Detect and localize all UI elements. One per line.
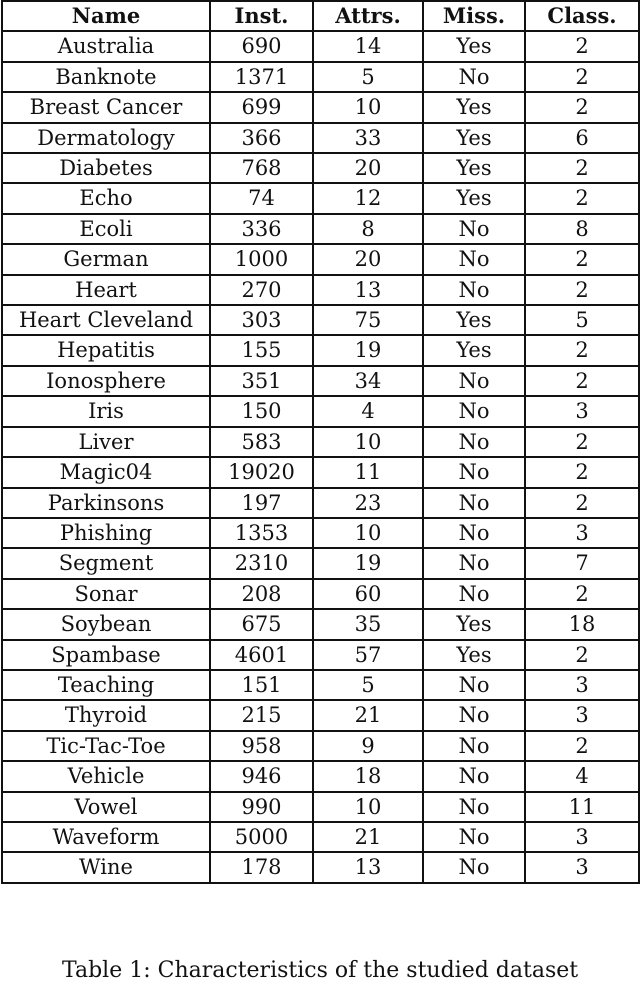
cell-attributes: 12: [313, 183, 423, 213]
table-row: [2, 822, 639, 852]
cell-name: Echo: [2, 183, 210, 213]
cell-instances: 270: [210, 275, 313, 305]
cell-classes: 3: [525, 518, 639, 548]
cell-missing: Yes: [423, 609, 525, 639]
cell-missing: No: [423, 518, 525, 548]
header-instances: Inst.: [210, 1, 313, 31]
cell-classes: 2: [525, 457, 639, 487]
cell-classes: 2: [525, 427, 639, 457]
cell-classes: 2: [525, 488, 639, 518]
cell-missing: No: [423, 427, 525, 457]
table-row: [2, 305, 639, 335]
table-row: [2, 183, 639, 213]
cell-name: Thyroid: [2, 700, 210, 730]
cell-attributes: 5: [313, 62, 423, 92]
cell-missing: No: [423, 731, 525, 761]
cell-name: Magic04: [2, 457, 210, 487]
cell-name: Ecoli: [2, 214, 210, 244]
cell-classes: 2: [525, 579, 639, 609]
cell-name: Iris: [2, 396, 210, 426]
cell-missing: Yes: [423, 335, 525, 365]
cell-classes: 2: [525, 640, 639, 670]
cell-attributes: 10: [313, 518, 423, 548]
header-name: Name: [2, 1, 210, 31]
cell-name: German: [2, 244, 210, 274]
cell-classes: 8: [525, 214, 639, 244]
cell-attributes: 60: [313, 579, 423, 609]
table-row: [2, 123, 639, 153]
cell-classes: 2: [525, 335, 639, 365]
header-missing: Miss.: [423, 1, 525, 31]
cell-classes: 2: [525, 244, 639, 274]
table-row: [2, 579, 639, 609]
cell-missing: Yes: [423, 123, 525, 153]
cell-instances: 690: [210, 31, 313, 61]
cell-missing: No: [423, 366, 525, 396]
cell-attributes: 33: [313, 123, 423, 153]
cell-name: Parkinsons: [2, 488, 210, 518]
table-row: [2, 488, 639, 518]
cell-instances: 1353: [210, 518, 313, 548]
header-attributes: Attrs.: [313, 1, 423, 31]
cell-instances: 958: [210, 731, 313, 761]
cell-attributes: 20: [313, 153, 423, 183]
cell-instances: 2310: [210, 548, 313, 578]
table-header: [2, 1, 639, 31]
header-row: [2, 1, 639, 31]
cell-name: Diabetes: [2, 153, 210, 183]
table-row: [2, 31, 639, 61]
cell-missing: No: [423, 792, 525, 822]
cell-missing: Yes: [423, 92, 525, 122]
cell-name: Segment: [2, 548, 210, 578]
table-row: [2, 761, 639, 791]
cell-classes: 2: [525, 31, 639, 61]
cell-attributes: 57: [313, 640, 423, 670]
table-row: [2, 214, 639, 244]
table-row: [2, 518, 639, 548]
cell-classes: 3: [525, 852, 639, 882]
cell-name: Wine: [2, 852, 210, 882]
cell-instances: 151: [210, 670, 313, 700]
cell-attributes: 4: [313, 396, 423, 426]
cell-attributes: 35: [313, 609, 423, 639]
cell-attributes: 13: [313, 852, 423, 882]
cell-instances: 990: [210, 792, 313, 822]
table-row: [2, 731, 639, 761]
cell-instances: 336: [210, 214, 313, 244]
cell-instances: 1371: [210, 62, 313, 92]
cell-name: Tic-Tac-Toe: [2, 731, 210, 761]
cell-attributes: 21: [313, 700, 423, 730]
cell-missing: No: [423, 488, 525, 518]
table-row: [2, 609, 639, 639]
cell-instances: 4601: [210, 640, 313, 670]
table-row: [2, 457, 639, 487]
cell-instances: 215: [210, 700, 313, 730]
cell-name: Spambase: [2, 640, 210, 670]
cell-attributes: 8: [313, 214, 423, 244]
cell-missing: No: [423, 275, 525, 305]
cell-name: Breast Cancer: [2, 92, 210, 122]
cell-classes: 3: [525, 396, 639, 426]
cell-missing: Yes: [423, 640, 525, 670]
cell-name: Waveform: [2, 822, 210, 852]
cell-name: Teaching: [2, 670, 210, 700]
cell-attributes: 10: [313, 792, 423, 822]
cell-missing: No: [423, 457, 525, 487]
cell-instances: 303: [210, 305, 313, 335]
cell-instances: 155: [210, 335, 313, 365]
cell-classes: 3: [525, 700, 639, 730]
cell-missing: No: [423, 761, 525, 791]
cell-classes: 5: [525, 305, 639, 335]
cell-attributes: 34: [313, 366, 423, 396]
cell-missing: Yes: [423, 31, 525, 61]
cell-classes: 6: [525, 123, 639, 153]
cell-missing: No: [423, 244, 525, 274]
table-row: [2, 852, 639, 882]
cell-classes: 2: [525, 62, 639, 92]
cell-instances: 74: [210, 183, 313, 213]
cell-instances: 208: [210, 579, 313, 609]
cell-instances: 366: [210, 123, 313, 153]
cell-name: Ionosphere: [2, 366, 210, 396]
table-row: [2, 396, 639, 426]
cell-instances: 699: [210, 92, 313, 122]
cell-missing: No: [423, 579, 525, 609]
cell-attributes: 20: [313, 244, 423, 274]
cell-classes: 2: [525, 153, 639, 183]
cell-name: Phishing: [2, 518, 210, 548]
cell-name: Vehicle: [2, 761, 210, 791]
cell-name: Hepatitis: [2, 335, 210, 365]
cell-instances: 178: [210, 852, 313, 882]
cell-attributes: 11: [313, 457, 423, 487]
cell-classes: 2: [525, 366, 639, 396]
cell-instances: 19020: [210, 457, 313, 487]
cell-missing: Yes: [423, 305, 525, 335]
cell-instances: 1000: [210, 244, 313, 274]
dataset-table: [1, 0, 640, 884]
cell-instances: 946: [210, 761, 313, 791]
cell-instances: 583: [210, 427, 313, 457]
cell-classes: 2: [525, 183, 639, 213]
cell-missing: No: [423, 548, 525, 578]
cell-name: Soybean: [2, 609, 210, 639]
cell-name: Dermatology: [2, 123, 210, 153]
table-row: [2, 670, 639, 700]
cell-attributes: 10: [313, 427, 423, 457]
header-classes: Class.: [525, 1, 639, 31]
cell-attributes: 9: [313, 731, 423, 761]
cell-attributes: 14: [313, 31, 423, 61]
cell-name: Vowel: [2, 792, 210, 822]
cell-missing: No: [423, 670, 525, 700]
cell-name: Heart: [2, 275, 210, 305]
cell-instances: 768: [210, 153, 313, 183]
cell-missing: No: [423, 62, 525, 92]
table-body: [2, 31, 639, 882]
cell-instances: 150: [210, 396, 313, 426]
table-row: [2, 62, 639, 92]
cell-missing: No: [423, 214, 525, 244]
cell-classes: 4: [525, 761, 639, 791]
cell-attributes: 23: [313, 488, 423, 518]
cell-classes: 3: [525, 670, 639, 700]
cell-missing: No: [423, 852, 525, 882]
cell-classes: 2: [525, 275, 639, 305]
cell-attributes: 19: [313, 548, 423, 578]
cell-name: Liver: [2, 427, 210, 457]
cell-classes: 2: [525, 731, 639, 761]
cell-missing: No: [423, 822, 525, 852]
cell-instances: 197: [210, 488, 313, 518]
cell-attributes: 10: [313, 92, 423, 122]
cell-missing: No: [423, 396, 525, 426]
cell-instances: 675: [210, 609, 313, 639]
table-row: [2, 153, 639, 183]
table-row: [2, 640, 639, 670]
cell-classes: 7: [525, 548, 639, 578]
cell-instances: 351: [210, 366, 313, 396]
cell-attributes: 75: [313, 305, 423, 335]
cell-instances: 5000: [210, 822, 313, 852]
cell-classes: 18: [525, 609, 639, 639]
cell-classes: 2: [525, 92, 639, 122]
cell-name: Australia: [2, 31, 210, 61]
table-row: [2, 427, 639, 457]
cell-attributes: 13: [313, 275, 423, 305]
cell-name: Heart Cleveland: [2, 305, 210, 335]
cell-missing: Yes: [423, 153, 525, 183]
cell-attributes: 18: [313, 761, 423, 791]
cell-missing: No: [423, 700, 525, 730]
table-row: [2, 92, 639, 122]
table-row: [2, 548, 639, 578]
table-row: [2, 335, 639, 365]
table-caption: Table 1: Characteristics of the studied dataset: [62, 958, 579, 983]
cell-missing: Yes: [423, 183, 525, 213]
cell-attributes: 21: [313, 822, 423, 852]
table-row: [2, 275, 639, 305]
cell-classes: 3: [525, 822, 639, 852]
table-row: [2, 792, 639, 822]
cell-classes: 11: [525, 792, 639, 822]
cell-attributes: 19: [313, 335, 423, 365]
table-row: [2, 244, 639, 274]
cell-attributes: 5: [313, 670, 423, 700]
cell-name: Sonar: [2, 579, 210, 609]
table-row: [2, 366, 639, 396]
table-row: [2, 700, 639, 730]
cell-name: Banknote: [2, 62, 210, 92]
